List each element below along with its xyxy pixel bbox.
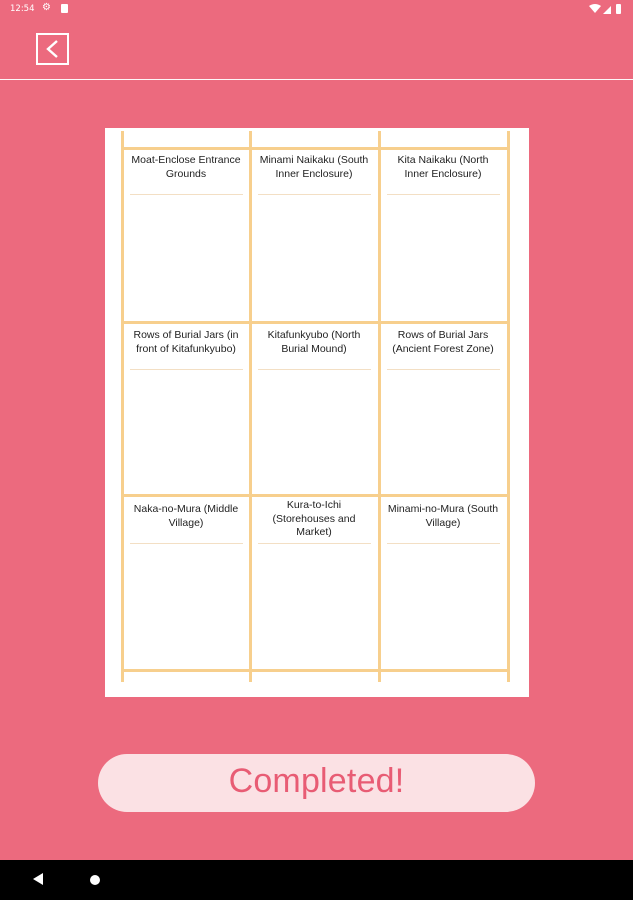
cell-title: Minami Naikaku (South Inner Enclosure) [259,154,369,180]
nav-back-icon[interactable] [33,873,44,885]
map-cell[interactable] [124,303,248,473]
cell-divider [258,369,371,370]
status-icons [589,3,623,15]
top-bar [0,20,633,80]
cell-divider [258,543,371,544]
cell-title: Moat-Enclose Entrance Grounds [131,154,241,180]
navigation-bar [0,860,633,900]
map-cell[interactable] [124,128,248,298]
grid-line [507,131,510,682]
map-cell[interactable] [381,128,505,298]
cell-divider [130,543,243,544]
gear-icon: ⚙ [42,2,51,13]
back-button[interactable] [36,33,69,65]
cell-title: Rows of Burial Jars (in front of Kitafunkyubo) [133,329,239,355]
grid-line [121,669,510,672]
chevron-left-icon [45,40,61,58]
status-time: 12:54 [10,4,35,14]
cell-title: Kitafunkyubo (North Burial Mound) [267,329,361,355]
status-bar [0,0,633,20]
cell-title: Kura-to-Ichi (Storehouses and Market) [272,499,356,538]
map-cell[interactable] [252,303,376,473]
sd-card-icon [61,4,68,13]
cell-divider [130,194,243,195]
map-cell[interactable] [252,128,376,298]
cell-divider [258,194,371,195]
cell-divider [130,369,243,370]
site-map [105,128,529,697]
wifi-icon [589,4,601,13]
cell-divider [387,543,500,544]
map-cell[interactable] [381,303,505,473]
cell-title: Rows of Burial Jars (Ancient Forest Zone) [392,329,494,355]
completed-label: Completed! [228,762,405,800]
signal-icon [603,6,611,14]
map-cell[interactable] [381,477,505,647]
cell-title: Kita Naikaku (North Inner Enclosure) [397,154,489,180]
cell-divider [387,194,500,195]
nav-home-icon[interactable] [90,875,100,885]
completed-button[interactable] [98,754,535,812]
cell-title: Naka-no-Mura (Middle Village) [133,503,239,529]
map-cell[interactable] [252,477,376,647]
cell-divider [387,369,500,370]
cell-title: Minami-no-Mura (South Village) [387,503,499,529]
map-cell[interactable] [124,477,248,647]
battery-icon [616,4,621,14]
